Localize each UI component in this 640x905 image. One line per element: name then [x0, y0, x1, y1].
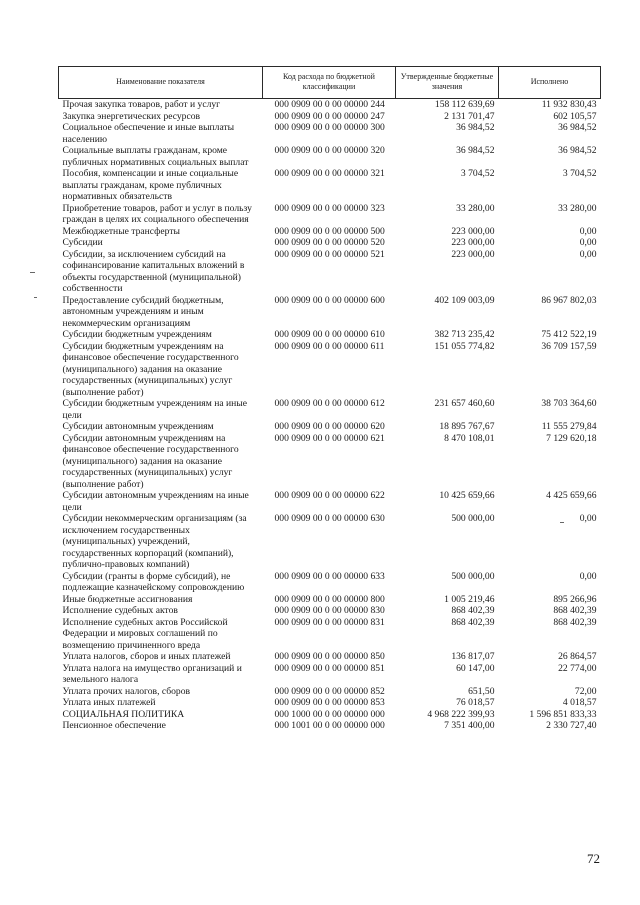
row-budget-code: 000 0909 00 0 00 00000 320 [274, 145, 385, 156]
row-approved-value: 7 351 400,00 [444, 720, 495, 731]
row-approved-value: 18 895 767,67 [439, 421, 495, 432]
row-indicator-name: Приобретение товаров, работ и услуг в пользу граждан в целях их социального обеспечения [62, 202, 252, 225]
row-budget-code: 000 0909 00 0 00 00000 521 [274, 248, 385, 260]
row-executed-value: 33 280,00 [558, 202, 597, 214]
row-executed-value: 2 330 727,40 [546, 720, 597, 731]
row-budget-code: 000 0909 00 0 00 00000 500 [274, 225, 385, 237]
table-row [59, 651, 601, 663]
row-budget-code: 000 0909 00 0 00 00000 630 [274, 513, 385, 524]
table-row [59, 111, 601, 123]
row-indicator-name: Социальные выплаты гражданам, кроме публичных нормативных социальных выплат [62, 145, 249, 168]
row-approved-value: 151 055 774,82 [434, 340, 495, 352]
row-executed-value: 7 129 620,18 [546, 432, 597, 444]
row-approved-value: 60 147,00 [456, 662, 495, 674]
row-indicator-name: Исполнение судебных актов [62, 605, 178, 616]
row-indicator-name: Уплата налога на имущество организаций и земельного налога [62, 662, 242, 685]
row-executed-value: 0,00 [579, 237, 597, 248]
row-budget-code: 000 0909 00 0 00 00000 520 [274, 237, 385, 248]
row-approved-value: 223 000,00 [451, 237, 495, 248]
row-approved-value: 2 131 701,47 [444, 110, 495, 122]
row-indicator-name: Уплата прочих налогов, сборов [62, 685, 191, 697]
header-budget-code: Код расхода по бюджетной классификации [263, 67, 396, 99]
row-indicator-name: Прочая закупка товаров, работ и услуг [62, 99, 221, 110]
row-approved-value: 500 000,00 [451, 513, 495, 524]
row-indicator-name: Закупка энергетических ресурсов [62, 110, 201, 122]
row-executed-value: 4 018,57 [562, 697, 597, 708]
row-approved-value: 231 657 460,60 [434, 398, 495, 409]
row-executed-value: 4 425 659,66 [546, 490, 597, 501]
row-executed-value: 1 596 851 833,33 [529, 708, 597, 720]
table-row [59, 168, 601, 203]
table-row [59, 145, 601, 168]
table-row [59, 720, 601, 732]
table-row [59, 203, 601, 226]
row-indicator-name: Субсидии [62, 237, 103, 248]
row-executed-value: 0,00 [579, 248, 597, 260]
table-row [59, 513, 601, 571]
row-approved-value: 402 109 003,09 [434, 294, 495, 306]
row-approved-value: 223 000,00 [451, 248, 495, 260]
row-budget-code: 000 0909 00 0 00 00000 600 [274, 294, 385, 306]
row-approved-value: 36 984,52 [456, 145, 495, 156]
row-indicator-name: Субсидии автономным учреждениям на финансовое обеспечение государственного (муниципального) задания на оказание государственных (муниципальных) услуг (выполнение работ) [62, 432, 239, 490]
row-approved-value: 651,50 [468, 685, 495, 697]
row-executed-value: 38 703 364,60 [541, 398, 597, 409]
table-row [59, 226, 601, 238]
table-row [59, 617, 601, 652]
row-budget-code: 000 0909 00 0 00 00000 853 [274, 697, 385, 708]
row-approved-value: 4 968 222 399,93 [427, 708, 495, 720]
row-approved-value: 158 112 639,69 [434, 99, 495, 110]
row-approved-value: 223 000,00 [451, 225, 495, 237]
table-row [59, 594, 601, 606]
row-budget-code: 000 0909 00 0 00 00000 621 [274, 432, 385, 444]
row-budget-code: 000 0909 00 0 00 00000 247 [274, 110, 385, 122]
row-budget-code: 000 0909 00 0 00 00000 300 [274, 122, 385, 133]
row-approved-value: 500 000,00 [451, 570, 495, 582]
table-row [59, 398, 601, 421]
row-indicator-name: Субсидии автономным учреждениям [62, 421, 214, 432]
row-budget-code: 000 0909 00 0 00 00000 323 [274, 202, 385, 214]
table-row [59, 329, 601, 341]
row-indicator-name: Исполнение судебных актов Российской Федерации и мировых соглашений по возмещению причиненного вреда [62, 616, 228, 651]
row-executed-value: 868 402,39 [553, 605, 597, 616]
row-approved-value: 136 817,07 [451, 651, 495, 662]
row-executed-value: 895 266,96 [553, 593, 597, 605]
row-executed-value: 0,00 [579, 513, 597, 524]
table-row [59, 709, 601, 721]
table-header [59, 67, 601, 99]
row-indicator-name: Пособия, компенсации и иные социальные выплаты гражданам, кроме публичных нормативных обязательств [62, 168, 239, 202]
row-indicator-name: Иные бюджетные ассигнования [62, 593, 193, 605]
row-executed-value: 0,00 [579, 225, 597, 237]
row-executed-value: 72,00 [574, 685, 597, 697]
row-approved-value: 33 280,00 [456, 202, 495, 214]
row-indicator-name: СОЦИАЛЬНАЯ ПОЛИТИКА [62, 708, 185, 720]
row-indicator-name: Уплата иных платежей [62, 697, 156, 708]
table-row [59, 237, 601, 249]
budget-execution-table [58, 66, 601, 732]
row-executed-value: 3 704,52 [562, 168, 597, 179]
table-row [59, 341, 601, 399]
row-approved-value: 1 005 219,46 [444, 593, 495, 605]
row-executed-value: 36 984,52 [558, 122, 597, 133]
header-indicator-name: Наименование показателя [59, 67, 263, 99]
table-row [59, 605, 601, 617]
row-budget-code: 000 0909 00 0 00 00000 611 [274, 340, 385, 352]
row-budget-code: 000 0909 00 0 00 00000 244 [274, 99, 385, 110]
row-executed-value: 11 932 830,43 [541, 99, 597, 110]
row-indicator-name: Пенсионное обеспечение [62, 720, 166, 731]
table-row [59, 295, 601, 330]
table-row [59, 249, 601, 295]
row-executed-value: 0,00 [579, 570, 597, 582]
table-row [59, 490, 601, 513]
row-budget-code: 000 0909 00 0 00 00000 800 [274, 593, 385, 605]
row-approved-value: 868 402,39 [451, 605, 495, 616]
scan-mark [560, 522, 564, 523]
row-budget-code: 000 0909 00 0 00 00000 620 [274, 421, 385, 432]
row-indicator-name: Субсидии бюджетным учреждениям [62, 329, 212, 340]
row-budget-code: 000 0909 00 0 00 00000 851 [274, 662, 385, 674]
row-budget-code: 000 0909 00 0 00 00000 321 [274, 168, 385, 179]
row-budget-code: 000 0909 00 0 00 00000 852 [274, 685, 385, 697]
row-indicator-name: Предоставление субсидий бюджетным, автономным учреждениям и иным некоммерческим организациям [62, 294, 224, 329]
row-indicator-name: Субсидии, за исключением субсидий на софинансирование капитальных вложений в объекты государственной (муниципальной) собственности [62, 248, 245, 294]
header-approved-values: Утвержденные бюджетные значения [396, 67, 499, 99]
row-budget-code: 000 0909 00 0 00 00000 831 [274, 616, 385, 628]
row-indicator-name: Субсидии (гранты в форме субсидий), не подлежащие казначейскому сопровождению [62, 570, 245, 593]
row-indicator-name: Субсидии бюджетным учреждениям на финансовое обеспечение государственного (муниципального) задания на оказание государственных (муниципальных) услуг (выполнение работ) [62, 340, 239, 398]
row-executed-value: 75 412 522,19 [541, 329, 597, 340]
table-body [59, 99, 601, 732]
table-row [59, 122, 601, 145]
table-row [59, 421, 601, 433]
row-approved-value: 10 425 659,66 [439, 490, 495, 501]
row-budget-code: 000 0909 00 0 00 00000 612 [274, 398, 385, 409]
row-budget-code: 000 0909 00 0 00 00000 850 [274, 651, 385, 662]
page-number: 72 [587, 851, 600, 866]
table-row [59, 571, 601, 594]
table-row [59, 663, 601, 686]
row-indicator-name: Межбюджетные трансферты [62, 225, 180, 237]
row-budget-code: 000 0909 00 0 00 00000 633 [274, 570, 385, 582]
table-row [59, 433, 601, 491]
row-executed-value: 602 105,57 [553, 110, 597, 122]
row-budget-code: 000 1000 00 0 00 00000 000 [274, 708, 385, 720]
row-executed-value: 36 984,52 [558, 145, 597, 156]
row-executed-value: 868 402,39 [553, 616, 597, 628]
row-budget-code: 000 1001 00 0 00 00000 000 [274, 720, 385, 731]
row-budget-code: 000 0909 00 0 00 00000 830 [274, 605, 385, 616]
row-approved-value: 76 018,57 [456, 697, 495, 708]
scan-mark [30, 272, 35, 273]
row-indicator-name: Субсидии некоммерческим организациям (за исключением государственных (муниципальных) учреждений, государственных корпораций (компаний), публично-правовых компаний) [62, 513, 247, 570]
row-indicator-name: Субсидии бюджетным учреждениям на иные цели [62, 398, 247, 421]
row-approved-value: 8 470 108,01 [444, 432, 495, 444]
row-approved-value: 36 984,52 [456, 122, 495, 133]
row-approved-value: 382 713 235,42 [434, 329, 495, 340]
row-executed-value: 22 774,00 [558, 662, 597, 674]
row-executed-value: 26 864,57 [558, 651, 597, 662]
row-approved-value: 3 704,52 [460, 168, 495, 179]
row-executed-value: 86 967 802,03 [541, 294, 597, 306]
row-approved-value: 868 402,39 [451, 616, 495, 628]
row-indicator-name: Субсидии автономным учреждениям на иные цели [62, 490, 249, 513]
row-budget-code: 000 0909 00 0 00 00000 622 [274, 490, 385, 501]
row-budget-code: 000 0909 00 0 00 00000 610 [274, 329, 385, 340]
row-executed-value: 36 709 157,59 [541, 340, 597, 352]
row-indicator-name: Уплата налогов, сборов и иных платежей [62, 651, 231, 662]
row-executed-value: 11 555 279,84 [541, 421, 597, 432]
row-indicator-name: Социальное обеспечение и иные выплаты населению [62, 122, 235, 145]
header-executed: Исполнено [499, 67, 601, 99]
table-row [59, 686, 601, 698]
table-row [59, 697, 601, 709]
table-row [59, 99, 601, 111]
scan-mark [34, 297, 37, 298]
